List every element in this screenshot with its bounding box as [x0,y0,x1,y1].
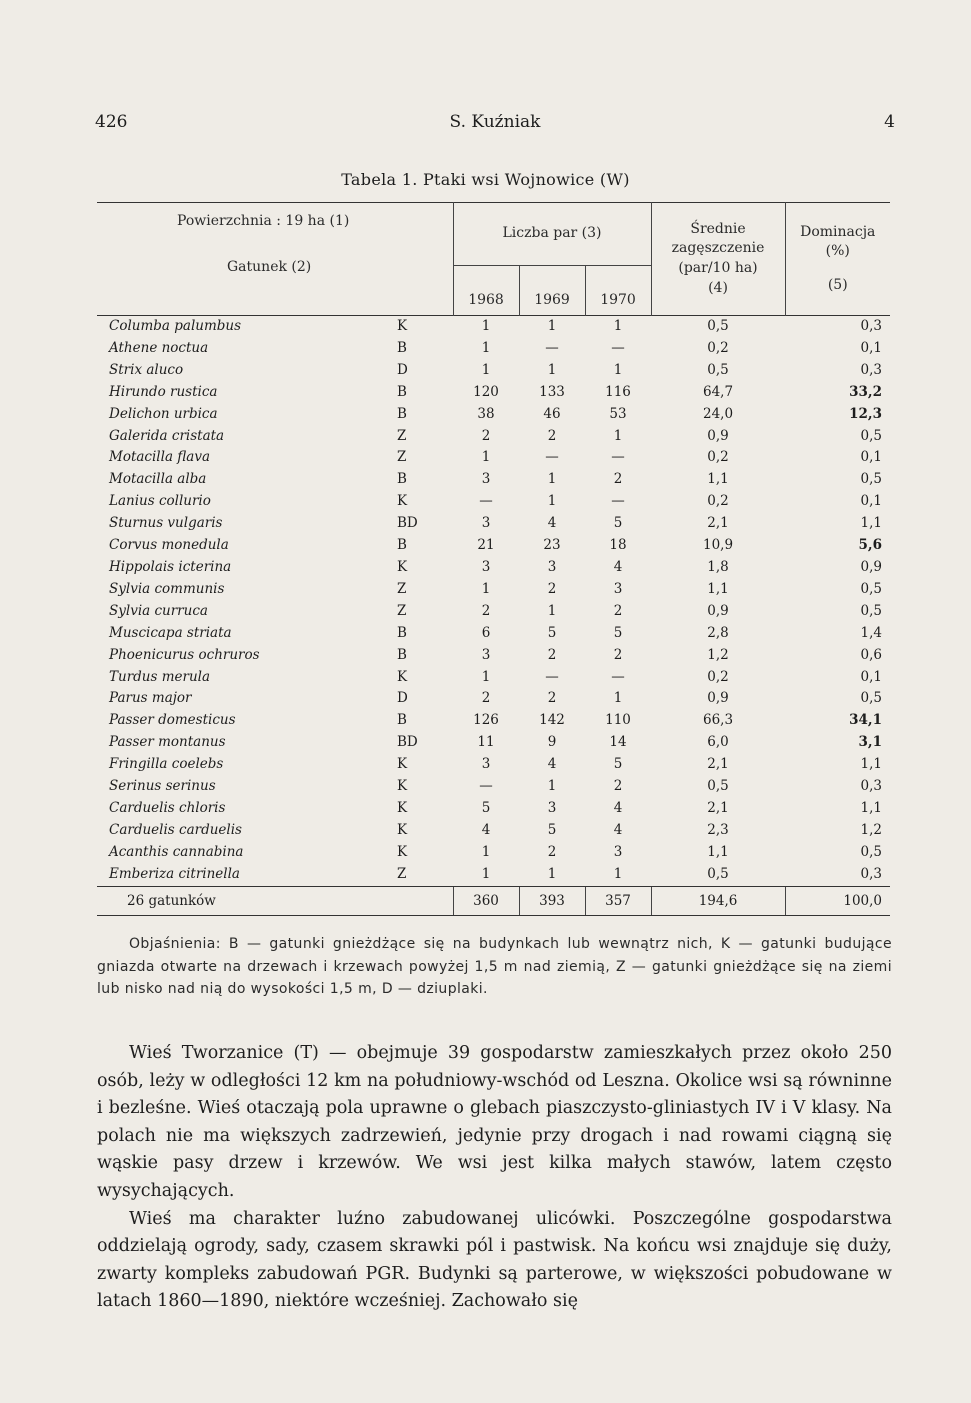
species-name: Emberiza citrinella [109,865,240,882]
pairs-1968: 1 [481,318,491,334]
nest-group: B [397,712,407,729]
header-density-line-2: zagęszczenie [671,240,765,257]
running-header [95,112,895,136]
nest-group: B [397,646,407,663]
header-dominance-line-2: (%) [825,243,850,260]
pairs-1968: 1 [481,843,491,860]
pairs-1970: 4 [613,821,623,838]
nest-group: B [397,383,407,400]
pairs-1969: 1 [547,318,557,334]
mean-density: 2,1 [707,756,729,773]
pairs-1970: 5 [613,624,623,641]
pairs-1968: 1 [481,339,491,356]
header-area: Powierzchnia : 19 ha (1) [177,213,350,229]
pairs-1968: 2 [481,602,491,619]
pairs-1968: 11 [477,734,495,751]
pairs-1970: 1 [613,690,623,707]
mean-density: 0,5 [707,361,729,378]
dominance: 12,3 [849,405,883,422]
species-name: Galerida cristata [109,427,225,444]
nest-group: B [397,624,407,641]
total-density: 194,6 [651,886,785,915]
dominance: 0,5 [860,580,883,597]
total-label: 26 gatunków [97,886,453,915]
table-row [97,842,890,864]
pairs-1968: 3 [481,558,491,575]
mean-density: 10,9 [702,537,734,554]
header-year-1970: 1970 [585,266,651,316]
mean-density: 64,7 [702,383,734,400]
pairs-1969: 133 [539,383,565,400]
header-year-1969: 1969 [519,266,585,316]
pairs-1970: 1 [613,427,623,444]
pairs-1969: 5 [547,821,557,838]
mean-density: 1,1 [707,843,729,860]
folio-number: 4 [884,112,895,132]
pairs-1969: — [545,339,559,356]
species-name: Sturnus vulgaris [109,515,223,532]
table-row [97,645,890,667]
mean-density: 66,3 [702,712,734,729]
header-density [651,203,785,316]
mean-density: 2,1 [707,515,729,532]
pairs-1968: — [479,493,493,510]
pairs-1968: — [479,778,493,795]
pairs-1968: 1 [481,361,491,378]
pairs-1970: 2 [613,471,623,488]
header-species: Gatunek (2) [227,259,312,275]
mean-density: 24,0 [702,405,734,422]
header-density-line-3: (par/10 ha) [678,260,758,276]
table-row [97,491,890,513]
mean-density: 0,5 [707,318,729,334]
dominance: 1,4 [860,624,883,641]
species-name: Motacilla alba [109,471,207,488]
species-name: Lanius collurio [109,493,211,510]
pairs-1968: 2 [481,427,491,444]
species-name: Acanthis cannabina [109,843,244,860]
dominance: 0,3 [860,361,883,378]
pairs-1970: 5 [613,515,623,532]
pairs-1970: — [611,668,625,685]
dominance: 5,6 [858,537,883,554]
pairs-1968: 4 [481,821,491,838]
species-name: Sylvia communis [109,580,225,597]
nest-group: K [397,493,408,510]
table-row [97,732,890,754]
nest-group: K [397,756,408,773]
mean-density: 0,2 [707,339,729,356]
total-1969: 393 [519,886,585,915]
total-row [97,886,890,915]
dominance: 0,5 [860,427,883,444]
nest-group: B [397,537,407,554]
mean-density: 0,5 [707,778,729,795]
pairs-1969: 3 [547,799,557,816]
species-name: Carduelis carduelis [109,821,242,838]
pairs-1969: 2 [547,646,557,663]
pairs-1969: 1 [547,602,557,619]
table-body [97,316,890,886]
pairs-1969: 1 [547,361,557,378]
header-dominance [785,203,890,316]
mean-density: 0,9 [707,602,729,619]
pairs-1969: 2 [547,427,557,444]
nest-group: K [397,843,408,860]
pairs-1969: 3 [547,558,557,575]
species-name: Strix aluco [109,361,184,378]
header-density-line-1: Średnie [690,220,746,237]
pairs-1970: 116 [605,383,631,400]
table-row [97,338,890,360]
header-dominance-line-3: (5) [827,276,848,293]
total-1970: 357 [585,886,651,915]
nest-group: D [397,690,408,707]
pairs-1969: 46 [543,405,561,422]
species-name: Passer montanus [109,734,226,751]
total-dominance: 100,0 [785,886,890,915]
pairs-1968: 38 [477,405,495,422]
pairs-1968: 3 [481,471,491,488]
dominance: 1,1 [860,756,883,773]
table-row [97,710,890,732]
dominance: 0,1 [860,668,883,685]
pairs-1968: 3 [481,756,491,773]
table-footnote: Objaśnienia: B — gatunki gnieżdżące się na budynkach lub wewnątrz nich, K — gatunki budujące gniazda otwarte na drzewach i krzewach powyżej 1,5 m nad ziemią, Z — gatunki gnieżdżące się na ziemi lub nisko nad nią do wysokości 1,5 m, D — dziuplaki. [97,936,892,997]
paragraph-2: Wieś ma charakter luźno zabudowanej ulicówki. Poszczególne gospodarstwa oddzielają ogrody, sady, czasem skrawki pól i pastwisk. Na końcu wsi znajduje się duży, zwarty kompleks zabudowań PGR. Budynki są parterowe, w większości pobudowane w latach 1860—1890, niektóre wcześniej. Zachowało się [97,1208,892,1312]
pairs-1970: 18 [609,537,627,554]
mean-density: 6,0 [707,734,729,751]
table-row [97,557,890,579]
nest-group: Z [397,580,407,597]
mean-density: 1,1 [707,580,729,597]
table-row [97,667,890,689]
table-row [97,404,890,426]
species-name: Delichon urbica [109,405,218,422]
pairs-1970: 3 [613,580,623,597]
table-row [97,688,890,710]
pairs-1968: 21 [477,537,495,554]
header-year-1968: 1968 [453,266,519,316]
pairs-1970: 2 [613,778,623,795]
table-row [97,776,890,798]
pairs-1968: 1 [481,580,491,597]
mean-density: 1,8 [707,558,729,575]
pairs-1970: 2 [613,602,623,619]
pairs-1970: 53 [609,405,627,422]
species-name: Motacilla flava [109,449,211,466]
species-name: Fringilla coelebs [109,756,224,773]
mean-density: 1,1 [707,471,729,488]
pairs-1969: — [545,668,559,685]
mean-density: 2,3 [707,821,729,838]
dominance: 0,5 [860,471,883,488]
dominance: 0,6 [860,646,883,663]
pairs-1969: 23 [543,537,561,554]
nest-group: Z [397,602,407,619]
pairs-1970: 4 [613,558,623,575]
species-name: Columba palumbus [109,318,242,334]
pairs-1969: 1 [547,471,557,488]
pairs-1970: 4 [613,799,623,816]
mean-density: 0,2 [707,449,729,466]
pairs-1970: 1 [613,865,623,882]
species-name: Passer domesticus [109,712,236,729]
table-row [97,513,890,535]
dominance: 1,2 [860,821,883,838]
pairs-1968: 1 [481,449,491,466]
pairs-1969: 142 [539,712,565,729]
pairs-1968: 5 [481,799,491,816]
header-density-line-4: (4) [708,279,728,296]
pairs-1968: 2 [481,690,491,707]
pairs-1968: 1 [481,668,491,685]
nest-group: Z [397,865,407,882]
paragraph-1: Wieś Tworzanice (T) — obejmuje 39 gospodarstw zamieszkałych przez około 250 osób, leży w odległości 12 km na południowy-wschód od Leszna. Okolice wsi są równinne i bezleśne. Wieś otaczają pola uprawne o glebach piaszczysto-gliniastych IV i V klasy. Na polach nie ma większych zadrzewień, jedynie przy drogach i nad rowami ciągną się wąskie pasy drzew i krzewów. We wsi jest kilka małych stawów, latem często wysychających. [97,1043,892,1201]
species-name: Corvus monedula [109,537,229,554]
dominance: 0,5 [860,690,883,707]
pairs-1970: 3 [613,843,623,860]
mean-density: 0,2 [707,493,729,510]
pairs-1968: 6 [481,624,491,641]
nest-group: Z [397,449,407,466]
pairs-1968: 1 [481,865,491,882]
species-name: Muscicapa striata [109,624,232,641]
species-name: Athene noctua [109,339,209,356]
table-row [97,447,890,469]
pairs-1969: 4 [547,756,557,773]
pairs-1968: 3 [481,515,491,532]
table-row [97,360,890,382]
pairs-1970: 1 [613,318,623,334]
body-text [97,1040,892,1316]
nest-group: K [397,558,408,575]
pairs-1969: 2 [547,843,557,860]
header-pairs: Liczba par (3) [453,203,651,266]
table-row [97,316,890,338]
dominance: 0,3 [860,318,883,334]
dominance: 0,9 [860,558,883,575]
nest-group: K [397,821,408,838]
header-area-species [97,203,453,316]
mean-density: 0,9 [707,690,729,707]
table-caption: Tabela 1. Ptaki wsi Wojnowice (W) [341,170,630,189]
dominance: 0,5 [860,843,883,860]
pairs-1969: 1 [547,778,557,795]
table-row [97,864,890,886]
pairs-1969: 9 [547,734,557,751]
dominance: 33,2 [849,383,883,400]
table-row [97,601,890,623]
mean-density: 2,8 [707,624,729,641]
pairs-1969: — [545,449,559,466]
nest-group: K [397,778,408,795]
pairs-1970: — [611,449,625,466]
pairs-1970: 1 [613,361,623,378]
pairs-1968: 126 [473,712,499,729]
table-row [97,798,890,820]
nest-group: D [397,361,408,378]
pairs-1969: 2 [547,690,557,707]
running-author: S. Kuźniak [449,112,541,132]
nest-group: K [397,668,408,685]
table-row [97,382,890,404]
dominance: 0,3 [860,865,883,882]
dominance: 0,1 [860,339,883,356]
mean-density: 0,5 [707,865,729,882]
nest-group: B [397,471,407,488]
species-name: Phoenicurus ochruros [109,646,260,663]
pairs-1968: 120 [473,383,499,400]
pairs-1970: — [611,339,625,356]
table-row [97,426,890,448]
species-name: Sylvia curruca [109,602,208,619]
nest-group: BD [397,734,418,751]
pairs-1969: 1 [547,493,557,510]
table-row [97,623,890,645]
dominance: 1,1 [860,515,883,532]
birds-table [97,202,890,916]
header-dominance-line-1: Dominacja [800,223,876,240]
nest-group: Z [397,427,407,444]
species-name: Hippolais icterina [109,558,232,575]
dominance: 0,5 [860,602,883,619]
species-name: Serinus serinus [109,778,216,795]
total-1968: 360 [453,886,519,915]
species-name: Turdus merula [109,668,211,685]
pairs-1970: 110 [605,712,631,729]
pairs-1970: 2 [613,646,623,663]
pairs-1969: 2 [547,580,557,597]
nest-group: BD [397,515,418,532]
dominance: 0,3 [860,778,883,795]
pairs-1970: 14 [609,734,627,751]
pairs-1969: 5 [547,624,557,641]
dominance: 0,1 [860,493,883,510]
table-row [97,820,890,842]
table-row [97,535,890,557]
species-name: Parus major [109,690,192,707]
mean-density: 0,2 [707,668,729,685]
table-row [97,469,890,491]
mean-density: 0,9 [707,427,729,444]
pairs-1970: 5 [613,756,623,773]
dominance: 1,1 [860,799,883,816]
species-name: Hirundo rustica [109,383,218,400]
dominance: 3,1 [858,734,883,751]
nest-group: B [397,405,407,422]
dominance: 34,1 [849,712,883,729]
pairs-1969: 1 [547,865,557,882]
nest-group: K [397,799,408,816]
table-row [97,754,890,776]
table-row [97,579,890,601]
page-number: 426 [95,112,128,132]
pairs-1968: 3 [481,646,491,663]
species-name: Carduelis chloris [109,799,226,816]
pairs-1969: 4 [547,515,557,532]
dominance: 0,1 [860,449,883,466]
mean-density: 2,1 [707,799,729,816]
mean-density: 1,2 [707,646,729,663]
nest-group: K [397,318,408,334]
nest-group: B [397,339,407,356]
pairs-1970: — [611,493,625,510]
